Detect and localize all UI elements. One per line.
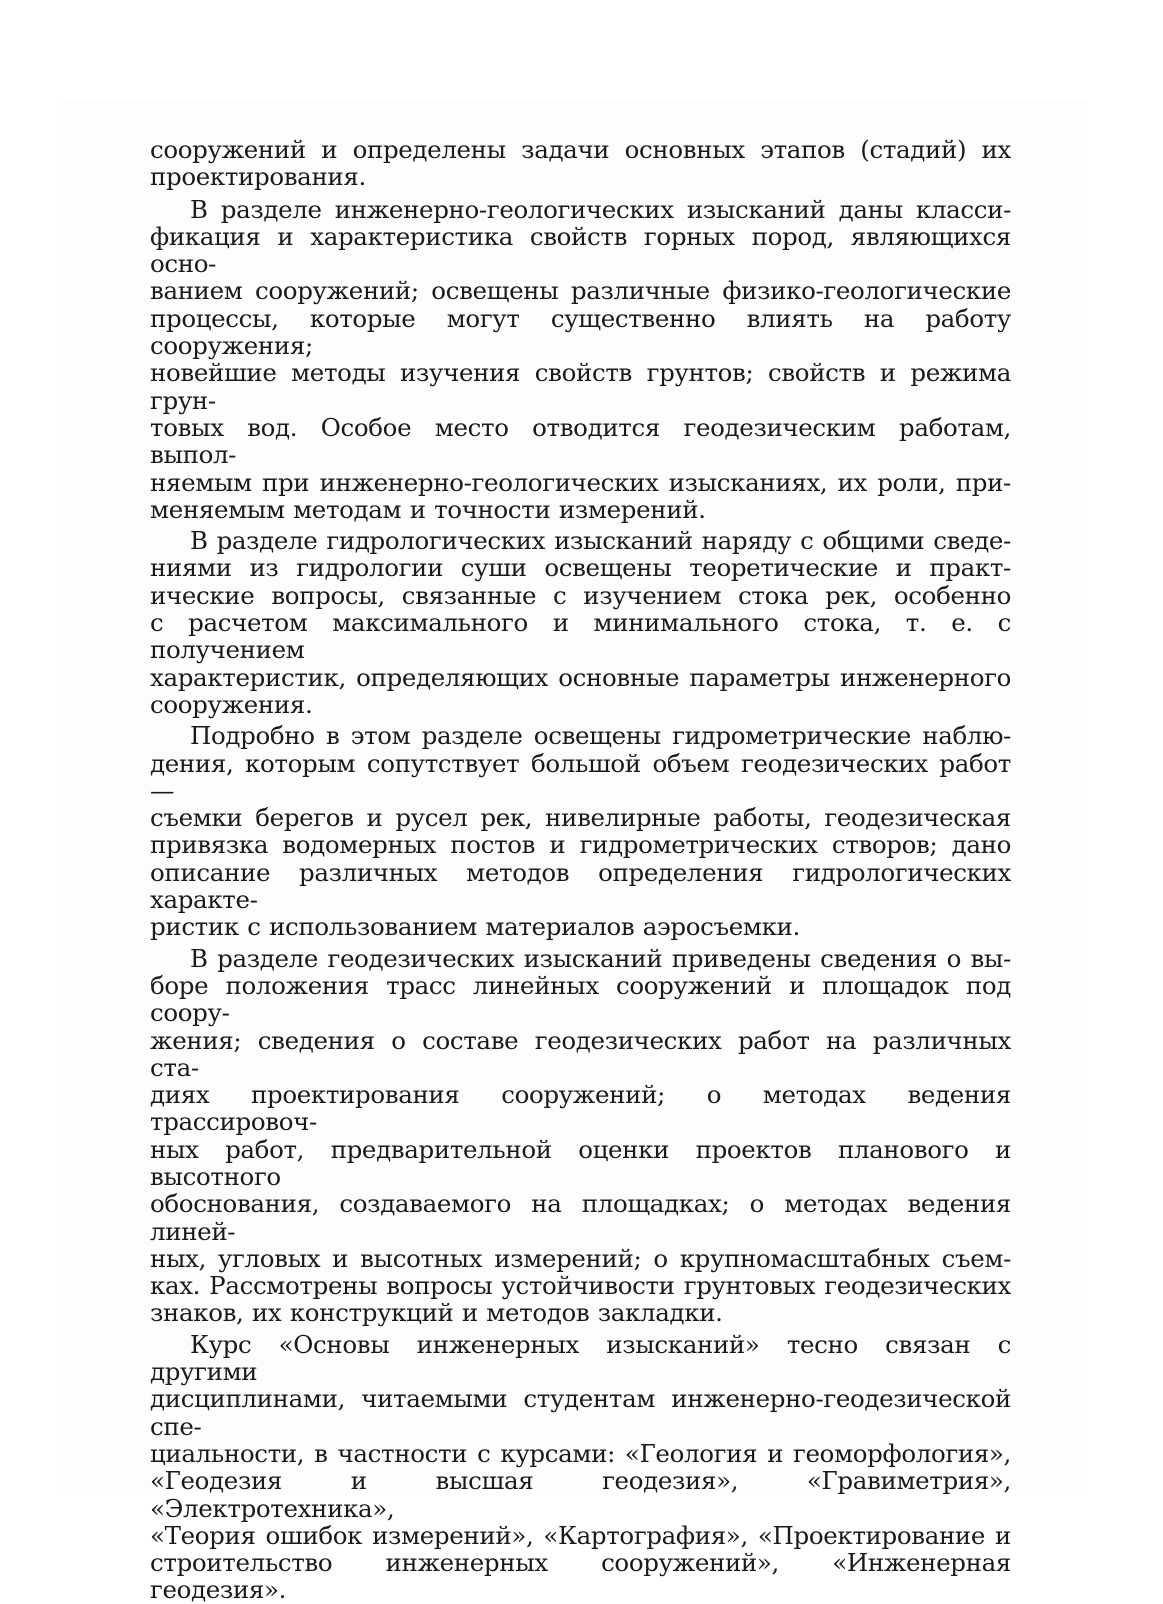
paragraph-3 bbox=[150, 527, 1011, 718]
text-line: дения, которым сопутствует большой объем геодезических работ — bbox=[150, 748, 1011, 805]
text-line: циальности, в частности с курсами: «Геология и геоморфология», bbox=[150, 1438, 1011, 1468]
text-line: В разделе геодезических изысканий приведены сведения о вы- bbox=[190, 943, 1011, 973]
text-line: фикация и характеристика свойств горных пород, являющихся осно- bbox=[150, 221, 1011, 279]
text-line: ках. Рассмотрены вопросы устойчивости грунтовых геодезических bbox=[150, 1271, 1011, 1301]
text-line: характеристик, определяющих основные параметры инженерного bbox=[150, 662, 1011, 692]
text-line: Подробно в этом разделе освещены гидрометрические наблю- bbox=[190, 721, 1011, 751]
text-line: процессы, которые могут существенно влиять на работу сооружения; bbox=[150, 303, 1011, 361]
text-line: проектирования. bbox=[150, 162, 366, 192]
text-line: новейшие методы изучения свойств грунтов; свойств и режима грун- bbox=[150, 358, 1011, 415]
text-line: няемым при инженерно-геологических изысканиях, их роли, при- bbox=[150, 467, 1011, 497]
paragraph-2 bbox=[150, 196, 1011, 524]
paragraph-1 bbox=[150, 136, 1011, 191]
text-line: «Теория ошибок измерений», «Картография», «Проектирование и bbox=[150, 1520, 1011, 1550]
text-line: товых вод. Особое место отводится геодезическим работам, выпол- bbox=[150, 412, 1011, 470]
text-line: ных работ, предварительной оценки проектов планового и высотного bbox=[150, 1134, 1011, 1191]
text-line: «Геодезия и высшая геодезия», «Гравиметрия», «Электротехника», bbox=[150, 1466, 1011, 1523]
text-line: ниями из гидрологии суши освещены теоретические и практ- bbox=[150, 553, 1011, 583]
text-line: знаков, их конструкций и методов закладки. bbox=[150, 1298, 723, 1328]
text-line: ические вопросы, связанные с изучением стока рек, особенно bbox=[150, 580, 1011, 610]
text-line: меняемым методам и точности измерений. bbox=[150, 494, 706, 524]
paragraph-5 bbox=[150, 945, 1011, 1327]
paragraph-4 bbox=[150, 722, 1011, 940]
text-line: дисциплинами, читаемыми студентам инженерно-геодезической спе- bbox=[150, 1384, 1011, 1441]
text-line: сооружения. bbox=[150, 689, 313, 719]
text-line: обоснования, создаваемого на площадках; о методах ведения линей- bbox=[150, 1189, 1011, 1246]
text-line: описание различных методов определения гидрологических характе- bbox=[150, 857, 1011, 915]
text-line: Курс «Основы инженерных изысканий» тесно связан с другими bbox=[150, 1329, 1011, 1387]
text-line: съемки берегов и русел рек, нивелирные работы, геодезическая bbox=[150, 803, 1011, 833]
text-line: В разделе гидрологических изысканий наряду с общими сведе- bbox=[190, 526, 1011, 556]
text-line: ристик с использованием материалов аэросъемки. bbox=[150, 912, 800, 942]
text-line: ных, угловых и высотных измерений; о крупномасштабных съем- bbox=[150, 1243, 1011, 1273]
text-line: строительство инженерных сооружений», «Инженерная геодезия». bbox=[150, 1548, 1011, 1604]
text-line: сооружений и определены задачи основных этапов (стадий) их bbox=[150, 135, 1011, 164]
paragraph-6 bbox=[150, 1331, 1011, 1604]
text-line: боре положения трасс линейных сооружений и площадок под соору- bbox=[150, 970, 1011, 1028]
text-line: с расчетом максимального и минимального стока, т. е. с получением bbox=[150, 608, 1011, 665]
text-line: привязка водомерных постов и гидрометрических створов; дано bbox=[150, 830, 1011, 860]
text-line: В разделе инженерно-геологических изысканий даны класси- bbox=[190, 194, 1011, 224]
text-line: диях проектирования сооружений; о методах ведения трассировоч- bbox=[150, 1080, 1011, 1137]
text-line: жения; сведения о составе геодезических работ на различных ста- bbox=[150, 1025, 1011, 1082]
text-line: ванием сооружений; освещены различные физико-геологические bbox=[150, 276, 1011, 306]
document-body bbox=[150, 136, 1011, 1604]
